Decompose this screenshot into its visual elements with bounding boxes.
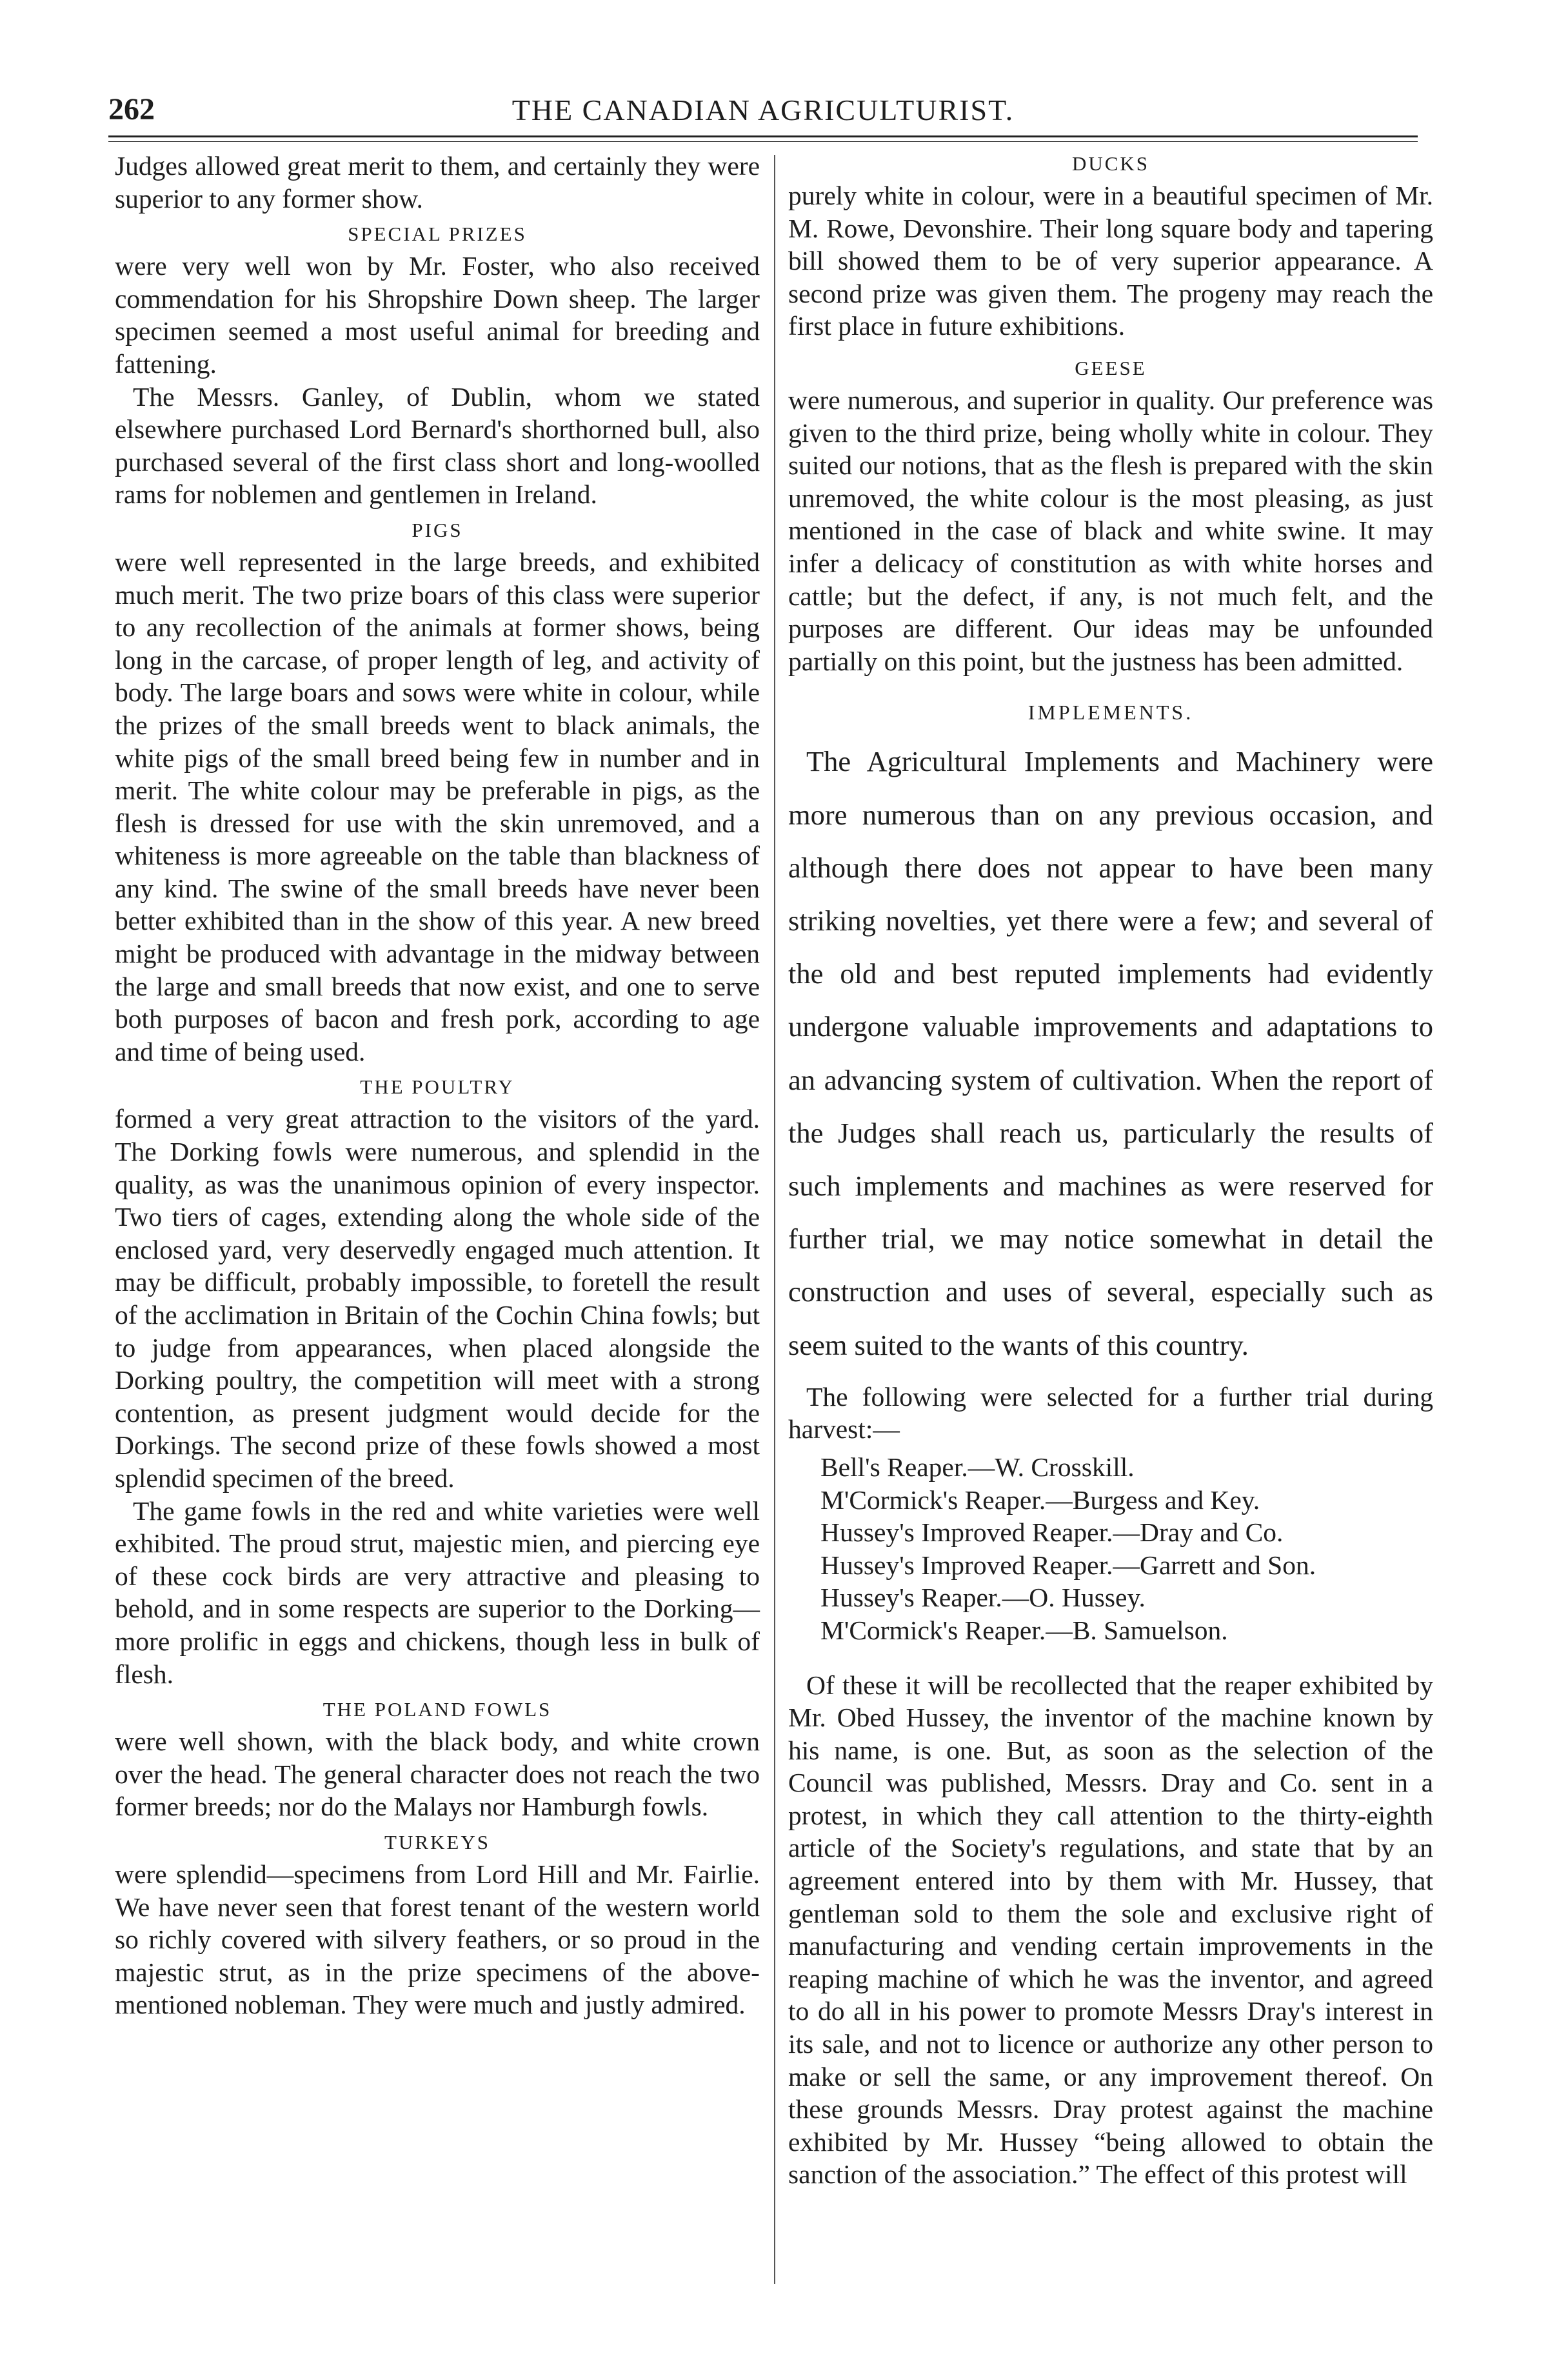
turkeys-paragraph: were splendid—specimens from Lord Hill and Mr. Fairlie. We have never seen that forest tenant of the western world so richly covered with silvery feathers, or so proud in the majestic strut, as in the prize specimens of the above-mentioned nobleman. They were much and justly admired. (115, 1859, 760, 2020)
right-column (788, 150, 1433, 2191)
pigs-heading: PIGS (412, 518, 463, 541)
reaper-list (820, 1451, 1433, 1647)
list-item: Hussey's Improved Reaper.—Dray and Co. (820, 1517, 1284, 1548)
implements-paragraph: The Agricultural Implements and Machinery were more numerous than on any previous occasion, and although there does not appear to have been many striking novelties, yet there were a few; and several of the old and best reputed implements had evidently undergone valuable improvements and adaptations to an advancing system of cultivation. When the report of the Judges shall reach us, particularly the results of such implements and machines as were reserved for further trial, we may notice somewhat in detail the construction and uses of several, especially such as seem suited to the wants of this country. (788, 745, 1433, 1361)
header-rule-thin (108, 141, 1418, 142)
implements-heading: IMPLEMENTS. (1027, 701, 1194, 724)
running-header (108, 92, 1418, 137)
list-item: M'Cormick's Reaper.—B. Samuelson. (820, 1615, 1228, 1645)
turkeys-heading: TURKEYS (384, 1830, 490, 1853)
running-title: THE CANADIAN AGRICULTURIST. (511, 94, 1015, 126)
geese-heading: GEESE (1075, 356, 1147, 379)
intro-paragraph: Judges allowed great merit to them, and certainly they were superior to any former show. (115, 151, 760, 214)
ducks-paragraph: purely white in colour, were in a beautiful specimen of Mr. M. Rowe, Devonshire. Their long square body and tapering bill showed them to be of very superior appearance. A second prize was given them. The progeny may reach the first place in future exhibitions. (788, 181, 1433, 341)
poultry-paragraph: formed a very great attraction to the visitors of the yard. The Dorking fowls were numerous, and splendid in the quality, as was the unanimous opinion of every inspector. Two tiers of cages, extending along the whole side of the enclosed yard, very deservedly engaged much attention. It may be difficult, probably impossible, to foretell the result of the acclimation in Britain of the Cochin China fowls; but to judge from appearances, when placed alongside the Dorking poultry, the competition will meet with a strong contention, as present judgment would decide for the Dorkings. The second prize of these fowls showed a most splendid specimen of the breed. (115, 1104, 760, 1493)
special-prizes-heading: SPECIAL PRIZES (348, 223, 527, 246)
geese-paragraph: were numerous, and superior in quality. Our preference was given to the third prize, being wholly white in colour. They suited our notions, that as the flesh is prepared with the skin unremoved, the white colour is the most pleasing, as just mentioned in the case of black and white swine. It may infer a delicacy of constitution as with white horses and cattle; but the defect, if any, is not much felt, and the purposes are different. Our ideas may be unfounded partially on this point, but the justness has been admitted. (788, 385, 1433, 676)
ducks-heading: DUCKS (1071, 152, 1150, 175)
page-number: 262 (108, 92, 155, 126)
ganley-paragraph: The Messrs. Ganley, of Dublin, whom we stated elsewhere purchased Lord Bernard's shorthorned bull, also purchased several of the first class short and long-woolled rams for noblemen and gentlemen in Ireland. (115, 381, 760, 510)
following-paragraph: The following were selected for a further trial during harvest:— (788, 1381, 1433, 1444)
poland-fowls-paragraph: were well shown, with the black body, and white crown over the head. The general character does not reach the two former breeds; nor do the Malays nor Hamburgh fowls. (115, 1726, 760, 1822)
list-item: Hussey's Reaper.—O. Hussey. (820, 1583, 1146, 1613)
hussey-protest-paragraph: Of these it will be recollected that the reaper exhibited by Mr. Obed Hussey, the inventor of the machine known by his name, is one. But, as soon as the selection of the Council was published, Messrs. Dray and Co. sent in a protest, in which they call attention to the thirty-eighth article of the Society's regulations, and state that by an agreement entered into by them with Mr. Hussey, that gentleman sold to them the sole and exclusive right of manufacturing and vending certain improvements in the reaping machine of which he was the inventor, and agreed to do all in his power to promote Messrs Dray's interest in its sale, and not to licence or authorize any other person to make or sell the same, or any improvement thereof. On these grounds Messrs. Dray protest against the machine exhibited by Mr. Hussey “being allowed to obtain the sanction of the association.” The effect of this protest will (788, 1670, 1433, 2190)
list-item: M'Cormick's Reaper.—Burgess and Key. (820, 1484, 1260, 1515)
list-item: Bell's Reaper.—W. Crosskill. (820, 1452, 1135, 1482)
header-rule (108, 135, 1418, 137)
left-column (115, 150, 760, 2021)
list-item: Hussey's Improved Reaper.—Garrett and Son. (820, 1550, 1316, 1580)
special-prizes-paragraph: were very well won by Mr. Foster, who also received commendation for his Shropshire Down sheep. The larger specimen seemed a most useful animal for breeding and fattening. (115, 251, 760, 379)
poland-fowls-heading: THE POLAND FOWLS (323, 1698, 552, 1721)
poultry-heading: THE POULTRY (360, 1075, 515, 1099)
game-fowls-paragraph: The game fowls in the red and white varieties were well exhibited. The proud strut, majestic mien, and piercing eye of these cock birds are very attractive and pleasing to behold, and in some respects are superior to the Dorking—more prolific in eggs and chickens, though less in bulk of flesh. (115, 1495, 760, 1689)
column-divider (774, 155, 775, 2284)
pigs-paragraph: were well represented in the large breeds, and exhibited much merit. The two prize boars of this class were superior to any recollection of the animals at former shows, being long in the carcase, of proper length of leg, and activity of body. The large boars and sows were white in colour, while the prizes of the small breeds went to black animals, the white pigs of the small breed being few in number and in merit. The white colour may be preferable in pigs, as the flesh is dressed for use with the skin unremoved, and a whiteness is more agreeable on the table than blackness of any kind. The swine of the small breeds have never been better exhibited than in the show of this year. A new breed might be produced with advantage in the midway between the large and small breeds that now exist, and one to serve both purposes of bacon and fresh pork, according to age and time of being used. (115, 546, 760, 1066)
